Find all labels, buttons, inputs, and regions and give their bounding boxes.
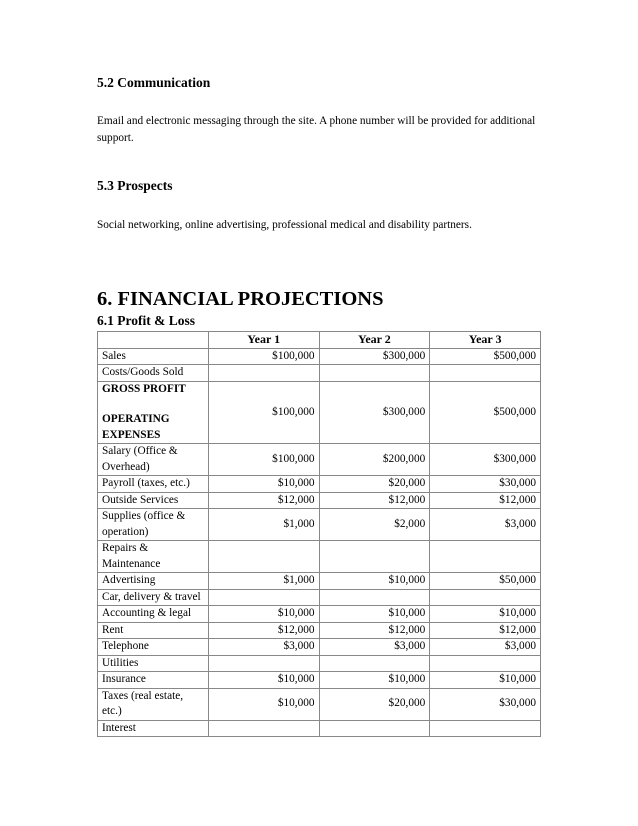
prospects-text: Social networking, online advertising, professional medical and disability partners. <box>97 219 472 231</box>
cell-y3: $30,000 <box>430 476 541 493</box>
cell-y2 <box>319 655 430 672</box>
table-row <box>98 573 541 590</box>
cell-y3 <box>430 589 541 606</box>
row-label: Salary (Office & Overhead) <box>98 444 209 476</box>
cell-y1 <box>208 589 319 606</box>
cell-y3 <box>430 720 541 737</box>
cell-y2: $3,000 <box>319 639 430 656</box>
cell-y1 <box>208 655 319 672</box>
cell-y1 <box>208 720 319 737</box>
cell-y2 <box>319 365 430 382</box>
table-row <box>98 655 541 672</box>
row-label: Supplies (office & operation) <box>98 509 209 541</box>
table-row <box>98 589 541 606</box>
row-label <box>98 381 209 444</box>
cell-y3: $300,000 <box>430 444 541 476</box>
cell-y3: $3,000 <box>430 639 541 656</box>
cell-y3 <box>430 655 541 672</box>
row-label: Utilities <box>98 655 209 672</box>
cell-y2 <box>319 541 430 573</box>
row-label: Interest <box>98 720 209 737</box>
column-header <box>98 332 209 349</box>
cell-y2: $2,000 <box>319 509 430 541</box>
cell-y1: $100,000 <box>208 444 319 476</box>
cell-y2: $10,000 <box>319 573 430 590</box>
cell-y2: $20,000 <box>319 688 430 720</box>
table-row <box>98 606 541 623</box>
cell-y1: $1,000 <box>208 509 319 541</box>
row-label: Rent <box>98 622 209 639</box>
operating-expenses-label: OPERATING EXPENSES <box>102 413 170 441</box>
row-label: Telephone <box>98 639 209 656</box>
table-row <box>98 444 541 476</box>
column-header: Year 3 <box>430 332 541 349</box>
financial-projections-title: 6. FINANCIAL PROJECTIONS <box>97 288 384 310</box>
cell-y2: $12,000 <box>319 492 430 509</box>
table-header-row <box>98 332 541 349</box>
cell-y1: $3,000 <box>208 639 319 656</box>
table-row <box>98 476 541 493</box>
cell-y3 <box>430 541 541 573</box>
table-row <box>98 639 541 656</box>
row-label: Repairs & Maintenance <box>98 541 209 573</box>
cell-y3 <box>430 365 541 382</box>
profit-loss-subtitle: 6.1 Profit & Loss <box>97 313 195 328</box>
cell-y1: $10,000 <box>208 476 319 493</box>
cell-y1 <box>208 365 319 382</box>
table-row <box>98 720 541 737</box>
profit-loss-table <box>97 331 541 737</box>
cell-y2 <box>319 589 430 606</box>
communication-text: Email and electronic messaging through the site. A phone number will be provided for additional support. <box>97 115 536 144</box>
cell-y3: $10,000 <box>430 672 541 689</box>
cell-y1: $10,000 <box>208 606 319 623</box>
column-header: Year 2 <box>319 332 430 349</box>
cell-y1: $10,000 <box>208 672 319 689</box>
row-label: Payroll (taxes, etc.) <box>98 476 209 493</box>
cell-y3: $3,000 <box>430 509 541 541</box>
gross-profit-label: GROSS PROFIT <box>102 382 186 395</box>
cell-y3: $12,000 <box>430 622 541 639</box>
cell-y2 <box>319 720 430 737</box>
table-row <box>98 492 541 509</box>
cell-y1 <box>208 541 319 573</box>
table-row <box>98 348 541 365</box>
table-row <box>98 672 541 689</box>
cell-y1: $12,000 <box>208 622 319 639</box>
row-label: Insurance <box>98 672 209 689</box>
row-label: Advertising <box>98 573 209 590</box>
cell-y3: $500,000 <box>430 381 541 444</box>
communication-heading: 5.2 Communication <box>97 75 211 90</box>
cell-y3: $12,000 <box>430 492 541 509</box>
row-label: Car, delivery & travel <box>98 589 209 606</box>
cell-y3: $500,000 <box>430 348 541 365</box>
table-row <box>98 365 541 382</box>
cell-y2: $300,000 <box>319 381 430 444</box>
table-row <box>98 622 541 639</box>
cell-y1: $100,000 <box>208 381 319 444</box>
row-label: Accounting & legal <box>98 606 209 623</box>
table-row <box>98 381 541 444</box>
cell-y1: $12,000 <box>208 492 319 509</box>
table-row <box>98 509 541 541</box>
row-label: Taxes (real estate, etc.) <box>98 688 209 720</box>
prospects-heading: 5.3 Prospects <box>97 178 173 193</box>
cell-y2: $200,000 <box>319 444 430 476</box>
row-label: Costs/Goods Sold <box>98 365 209 382</box>
cell-y1: $1,000 <box>208 573 319 590</box>
cell-y3: $30,000 <box>430 688 541 720</box>
cell-y3: $10,000 <box>430 606 541 623</box>
column-header: Year 1 <box>208 332 319 349</box>
cell-y2: $20,000 <box>319 476 430 493</box>
cell-y1: $10,000 <box>208 688 319 720</box>
row-label: Outside Services <box>98 492 209 509</box>
cell-y2: $10,000 <box>319 672 430 689</box>
cell-y2: $12,000 <box>319 622 430 639</box>
table-row <box>98 688 541 720</box>
cell-y2: $10,000 <box>319 606 430 623</box>
cell-y1: $100,000 <box>208 348 319 365</box>
cell-y3: $50,000 <box>430 573 541 590</box>
row-label: Sales <box>98 348 209 365</box>
cell-y2: $300,000 <box>319 348 430 365</box>
table-row <box>98 541 541 573</box>
